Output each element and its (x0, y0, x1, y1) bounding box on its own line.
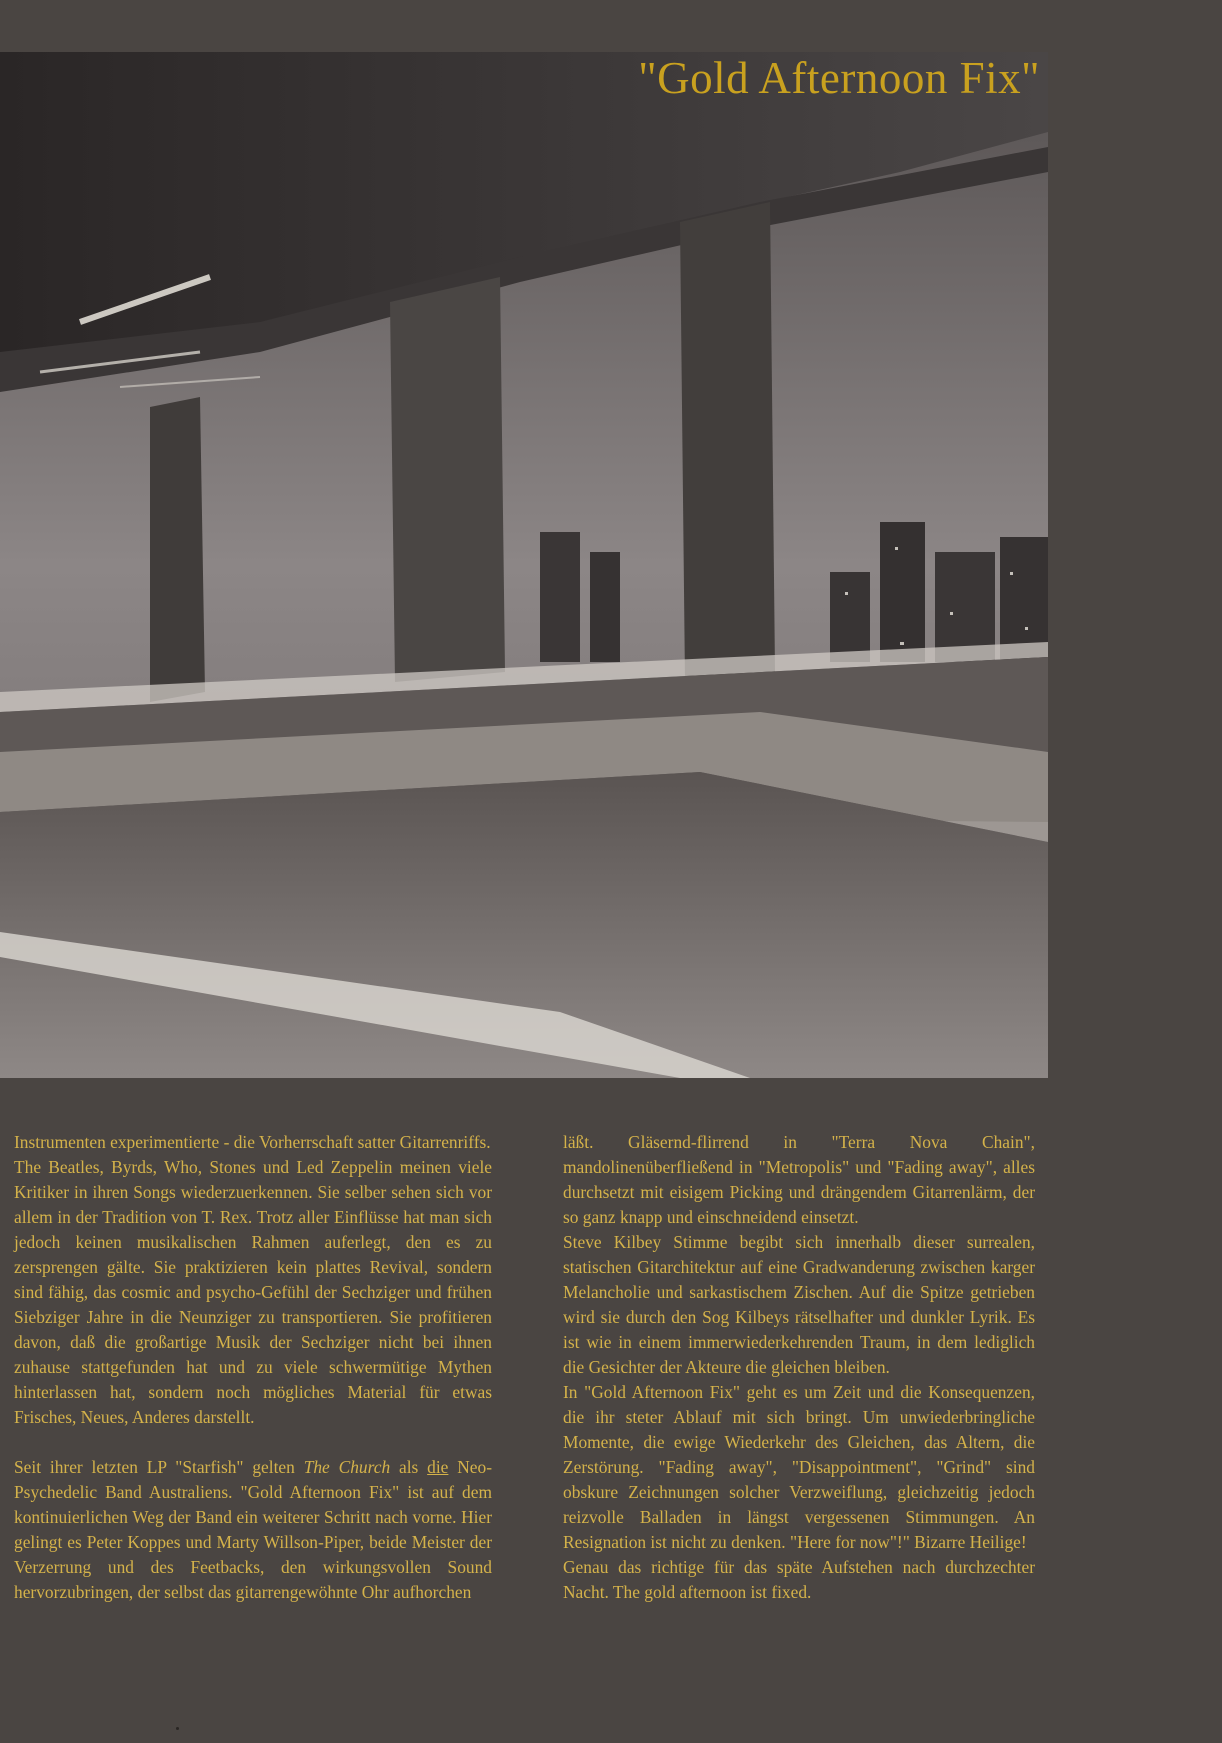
underlined-word: die (427, 1457, 449, 1477)
band-name: The Church (303, 1457, 391, 1477)
text-run: Seit ihrer letzten LP "Starfish" gelten (14, 1457, 304, 1477)
article-column-left (14, 1130, 492, 1605)
text-run: als (390, 1457, 428, 1477)
print-mark (176, 1727, 179, 1730)
paragraph (14, 1455, 492, 1605)
paragraph: Instrumenten experimentierte - die Vorherrschaft satter Gitarrenriffs. (14, 1132, 491, 1152)
headline: "Gold Afternoon Fix" (638, 53, 1040, 103)
photo-night-overpass (0, 52, 1048, 1078)
paragraph: läßt. Gläsernd-flirrend in "Terra Nova Chain", mandolinenüberfließend in "Metropolis" und "Fading away", alles durchsetzt mit eisigem Picking und drängendem Gitarrenlärm, der so ganz knapp und einschneidend einsetzt. (563, 1132, 1035, 1227)
text-run: Neo-Psychedelic Band Australiens. "Gold Afternoon Fix" ist auf dem kontinuierlichen Weg der Band ein weiterer Schritt nach vorne. Hier gelingt es Peter Koppes und Marty Willson-Piper, beide Meister der Verzerrung und des Feetbacks, den wirkungsvollen Sound hervorzubringen, der selbst das gitarrengewöhnte Ohr aufhorchen (14, 1457, 492, 1602)
overpass-photo-illustration (0, 52, 1048, 1078)
paragraph: Steve Kilbey Stimme begibt sich innerhalb dieser surrealen, statischen Gitarchitektur auf eine Gradwanderung zwischen karger Melancholie und sarkastischem Zischen. Auf die Spitze getrieben wird sie durch den Sog Kilbeys rätselhafter und dunkler Lyrik. Es ist wie in einem immerwiederkehrenden Traum, in dem lediglich die Gesichter der Akteure die gleichen bleiben. (563, 1232, 1035, 1377)
paragraph: Genau das richtige für das späte Aufstehen nach durchzechter Nacht. The gold afternoon ist fixed. (563, 1557, 1035, 1602)
paragraph: The Beatles, Byrds, Who, Stones und Led Zeppelin meinen viele Kritiker in ihren Songs wiederzuerkennen. Sie selber sehen sich vor allem in der Tradition von T. Rex. Trotz aller Einflüsse hat man sich jedoch keinen musikalischen Rahmen auferlegt, den es zu zersprengen gälte. Sie praktizieren kein plattes Revival, sondern sind fähig, das cosmic and psycho-Gefühl der Sechziger und frühen Siebziger Jahre in die Neunziger zu transportieren. Sie profitieren davon, daß die großartige Musik der Sechziger nicht bei ihnen zuhause stattgefunden hat und zu viele schwermütige Mythen hinterlassen hat, sondern noch mögliches Material für etwas Frisches, Neues, Anderes darstellt. (14, 1157, 492, 1427)
article-column-right (563, 1130, 1035, 1605)
paragraph: In "Gold Afternoon Fix" geht es um Zeit und die Konsequenzen, die ihr steter Ablauf mit sich bringt. Um unwiederbringliche Momente, die ewige Wiederkehr des Gleichen, das Altern, die Zerstörung. "Fading away", "Disappointment", "Grind" sind obskure Zeichnungen solcher Verzweiflung, gleichzeitig jedoch reizvolle Balladen in längst vergessenen Stimmungen. An Resignation ist nicht zu denken. "Here for now"!" Bizarre Heilige! (563, 1382, 1035, 1552)
